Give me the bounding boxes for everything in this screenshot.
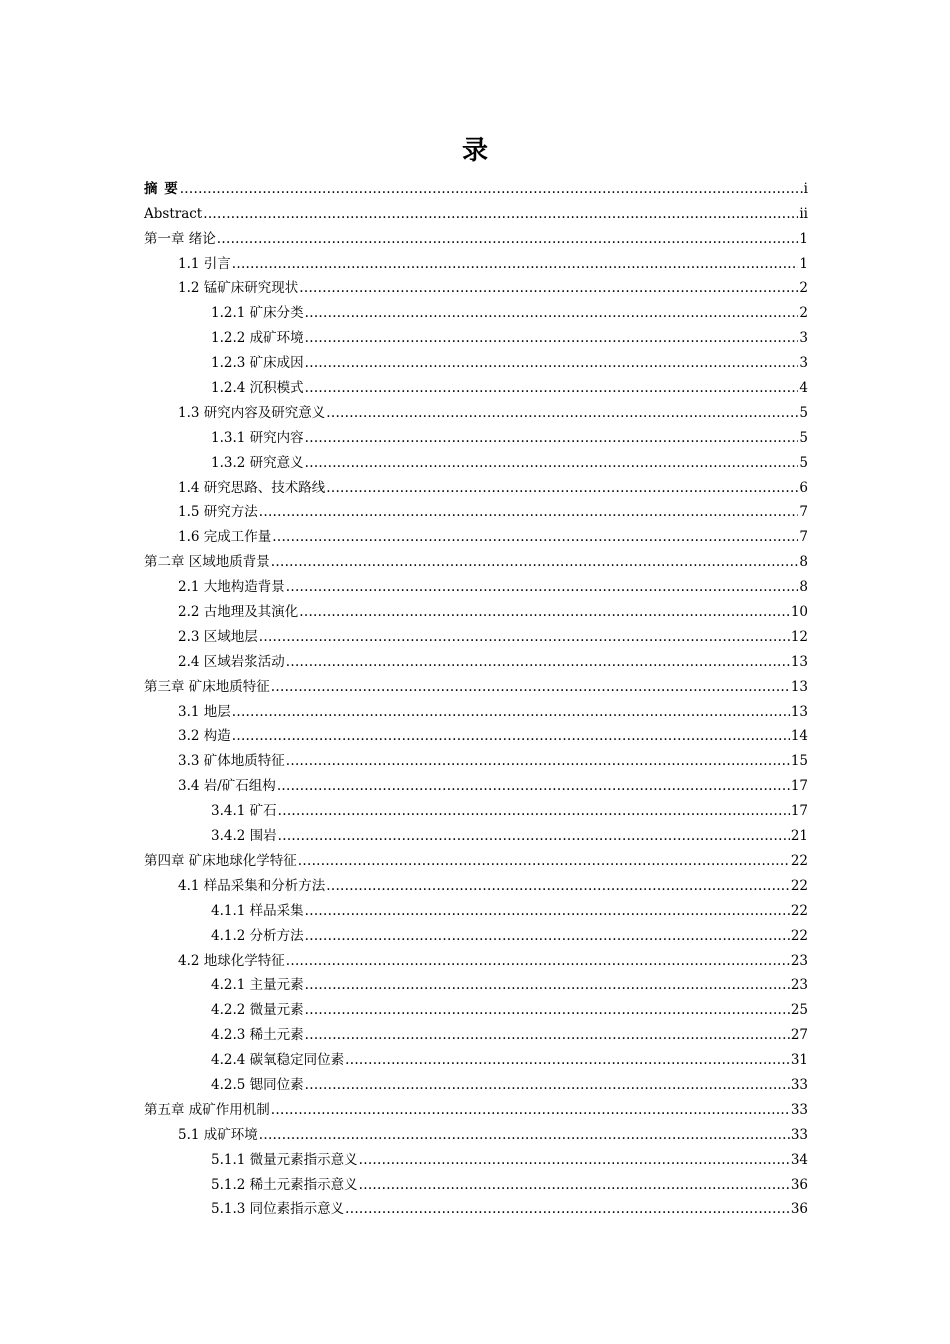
toc-dot-leader — [326, 479, 798, 498]
toc-entry-page-number: 8 — [799, 579, 808, 596]
toc-dot-leader — [359, 1151, 790, 1170]
toc-entry-page-number: 12 — [790, 628, 808, 645]
toc-entry[interactable] — [144, 1170, 808, 1195]
toc-dot-leader — [326, 877, 790, 896]
toc-entry[interactable] — [144, 522, 808, 547]
toc-entry[interactable] — [144, 298, 808, 323]
toc-dot-leader — [299, 279, 798, 298]
toc-entry-page-number: 1 — [799, 230, 808, 247]
toc-entry-page-number: 3 — [799, 330, 808, 347]
toc-dot-leader — [305, 1001, 790, 1020]
toc-entry-label: 1.6 完成工作量 — [178, 529, 272, 546]
toc-entry-label: 1.2 锰矿床研究现状 — [178, 280, 299, 297]
toc-entry-label: 1.3.1 研究内容 — [211, 429, 304, 446]
toc-entry-label: 4.2.5 锶同位素 — [211, 1076, 304, 1093]
toc-entry-page-number: 8 — [799, 554, 808, 571]
toc-entry-label: 3.4.2 围岩 — [211, 828, 277, 845]
toc-entry-page-number: 17 — [790, 803, 808, 820]
toc-entry[interactable] — [144, 722, 808, 747]
toc-dot-leader — [299, 603, 790, 622]
toc-dot-leader — [232, 703, 790, 722]
toc-entry-label: 2.3 区域地层 — [178, 628, 258, 645]
toc-entry-page-number: 7 — [799, 529, 808, 546]
toc-entry-page-number: 22 — [790, 927, 808, 944]
toc-entry-label: 3.4.1 矿石 — [211, 803, 277, 820]
toc-entry[interactable] — [144, 771, 808, 796]
toc-dot-leader — [278, 802, 790, 821]
toc-dot-leader — [305, 1076, 790, 1095]
toc-entry-label: 第二章 区域地质背景 — [144, 554, 270, 571]
toc-entry-page-number: i — [803, 180, 808, 197]
toc-entry[interactable] — [144, 921, 808, 946]
toc-entry-page-number: 13 — [790, 653, 808, 670]
toc-entry-page-number: 33 — [790, 1126, 808, 1143]
toc-entry[interactable] — [144, 871, 808, 896]
toc-entry-page-number: 5 — [799, 404, 808, 421]
toc-entry[interactable] — [144, 1045, 808, 1070]
toc-entry-label: 2.4 区域岩浆活动 — [178, 653, 285, 670]
toc-entry-label: 3.1 地层 — [178, 703, 231, 720]
toc-entry-page-number: 36 — [790, 1201, 808, 1218]
toc-entry-label: 第一章 绪论 — [144, 230, 216, 247]
toc-dot-leader — [271, 1101, 790, 1120]
toc-entry-page-number: 4 — [799, 380, 808, 397]
toc-entry[interactable] — [144, 971, 808, 996]
toc-entry-label: 4.2 地球化学特征 — [178, 952, 285, 969]
toc-entry-page-number: 3 — [799, 355, 808, 372]
toc-entry-label: 4.1.1 样品采集 — [211, 902, 304, 919]
toc-entry-page-number: 5 — [799, 454, 808, 471]
toc-dot-leader — [259, 1126, 790, 1145]
toc-entry[interactable] — [144, 398, 808, 423]
page-title: 录 — [461, 136, 488, 166]
toc-entry-page-number: 22 — [790, 852, 808, 869]
toc-entry[interactable] — [144, 821, 808, 846]
toc-dot-leader — [345, 1200, 790, 1219]
toc-entry-page-number: ii — [799, 205, 808, 222]
toc-entry[interactable] — [144, 622, 808, 647]
toc-entry-label: 1.2.1 矿床分类 — [211, 305, 304, 322]
toc-dot-leader — [305, 1026, 790, 1045]
toc-dot-leader — [180, 180, 803, 199]
toc-dot-leader — [286, 752, 790, 771]
toc-dot-leader — [271, 553, 799, 572]
table-of-contents — [144, 174, 808, 1219]
toc-entry[interactable] — [144, 572, 808, 597]
toc-entry-page-number: 27 — [790, 1027, 808, 1044]
toc-entry-label: 3.3 矿体地质特征 — [178, 753, 285, 770]
toc-entry-page-number: 13 — [790, 703, 808, 720]
toc-entry[interactable] — [144, 697, 808, 722]
toc-dot-leader — [359, 1176, 790, 1195]
toc-entry[interactable] — [144, 647, 808, 672]
toc-dot-leader — [286, 653, 790, 672]
toc-entry[interactable] — [144, 846, 808, 871]
toc-dot-leader — [286, 952, 790, 971]
toc-entry[interactable] — [144, 1070, 808, 1095]
toc-entry-label: 5.1.3 同位素指示意义 — [211, 1201, 345, 1218]
toc-dot-leader — [259, 503, 799, 522]
toc-entry-label: 第三章 矿床地质特征 — [144, 678, 270, 695]
toc-entry-label: 5.1 成矿环境 — [178, 1126, 258, 1143]
toc-entry-label: 1.1 引言 — [178, 255, 231, 272]
toc-dot-leader — [203, 205, 798, 224]
toc-entry[interactable] — [144, 199, 808, 224]
toc-dot-leader — [305, 329, 799, 348]
toc-dot-leader — [345, 1051, 790, 1070]
toc-dot-leader — [277, 777, 790, 796]
toc-entry[interactable] — [144, 672, 808, 697]
toc-entry-page-number: 17 — [790, 778, 808, 795]
toc-entry[interactable] — [144, 1020, 808, 1045]
toc-dot-leader — [259, 628, 790, 647]
toc-entry-label: 摘 要 — [144, 180, 179, 197]
toc-entry[interactable] — [144, 498, 808, 523]
toc-dot-leader — [272, 528, 798, 547]
toc-entry[interactable] — [144, 896, 808, 921]
toc-dot-leader — [298, 852, 790, 871]
toc-dot-leader — [305, 429, 799, 448]
toc-entry[interactable] — [144, 323, 808, 348]
toc-entry[interactable] — [144, 796, 808, 821]
toc-entry-page-number: 21 — [790, 828, 808, 845]
toc-entry[interactable] — [144, 423, 808, 448]
toc-entry-label: 4.1.2 分析方法 — [211, 927, 304, 944]
toc-entry-label: 3.4 岩/矿石组构 — [178, 778, 276, 795]
toc-entry-label: 4.2.1 主量元素 — [211, 977, 304, 994]
toc-entry-page-number: 2 — [799, 305, 808, 322]
toc-entry-label: 5.1.1 微量元素指示意义 — [211, 1151, 358, 1168]
toc-entry-label: 2.1 大地构造背景 — [178, 579, 285, 596]
toc-entry-label: 1.4 研究思路、技术路线 — [178, 479, 326, 496]
toc-entry-page-number: 34 — [790, 1151, 808, 1168]
toc-entry[interactable] — [144, 1095, 808, 1120]
toc-entry-label: 4.2.4 碳氧稳定同位素 — [211, 1052, 345, 1069]
toc-entry[interactable] — [144, 249, 808, 274]
toc-entry-label: Abstract — [144, 205, 203, 222]
toc-entry-label: 5.1.2 稀土元素指示意义 — [211, 1176, 358, 1193]
toc-entry[interactable] — [144, 746, 808, 771]
toc-entry[interactable] — [144, 995, 808, 1020]
toc-entry[interactable] — [144, 1195, 808, 1220]
toc-entry-label: 1.2.2 成矿环境 — [211, 330, 304, 347]
toc-entry-page-number: 2 — [799, 280, 808, 297]
toc-entry-page-number: 1 — [799, 255, 808, 272]
toc-entry-label: 1.2.4 沉积模式 — [211, 380, 304, 397]
toc-entry-page-number: 6 — [799, 479, 808, 496]
toc-dot-leader — [305, 454, 799, 473]
toc-entry-label: 1.5 研究方法 — [178, 504, 258, 521]
toc-entry-page-number: 13 — [790, 678, 808, 695]
toc-entry-page-number: 7 — [799, 504, 808, 521]
toc-entry[interactable] — [144, 1145, 808, 1170]
toc-entry-page-number: 23 — [790, 977, 808, 994]
toc-entry[interactable] — [144, 448, 808, 473]
toc-entry[interactable] — [144, 946, 808, 971]
toc-dot-leader — [286, 578, 799, 597]
toc-dot-leader — [305, 976, 790, 995]
toc-entry-label: 2.2 古地理及其演化 — [178, 604, 299, 621]
toc-entry-page-number: 22 — [790, 902, 808, 919]
toc-entry-label: 1.3.2 研究意义 — [211, 454, 304, 471]
toc-entry[interactable] — [144, 174, 808, 199]
toc-entry-page-number: 31 — [790, 1052, 808, 1069]
toc-dot-leader — [305, 902, 790, 921]
toc-entry-page-number: 5 — [799, 429, 808, 446]
toc-dot-leader — [305, 379, 799, 398]
toc-entry-page-number: 33 — [790, 1076, 808, 1093]
toc-entry-page-number: 23 — [790, 952, 808, 969]
toc-entry[interactable] — [144, 473, 808, 498]
toc-entry-label: 4.2.3 稀土元素 — [211, 1027, 304, 1044]
toc-entry-label: 第五章 成矿作用机制 — [144, 1101, 270, 1118]
toc-entry[interactable] — [144, 1120, 808, 1145]
toc-entry-page-number: 36 — [790, 1176, 808, 1193]
toc-dot-leader — [278, 827, 790, 846]
toc-dot-leader — [271, 678, 790, 697]
toc-dot-leader — [217, 230, 799, 249]
toc-dot-leader — [305, 354, 799, 373]
toc-entry[interactable] — [144, 373, 808, 398]
toc-entry[interactable] — [144, 547, 808, 572]
toc-dot-leader — [232, 727, 790, 746]
toc-entry-page-number: 25 — [790, 1002, 808, 1019]
toc-entry-page-number: 10 — [790, 604, 808, 621]
toc-entry-label: 1.3 研究内容及研究意义 — [178, 404, 326, 421]
toc-dot-leader — [326, 404, 798, 423]
toc-entry-label: 4.2.2 微量元素 — [211, 1002, 304, 1019]
toc-entry-page-number: 14 — [790, 728, 808, 745]
toc-entry[interactable] — [144, 348, 808, 373]
toc-dot-leader — [232, 255, 799, 274]
toc-entry-label: 3.2 构造 — [178, 728, 231, 745]
toc-dot-leader — [305, 304, 799, 323]
toc-entry[interactable] — [144, 274, 808, 299]
toc-entry[interactable] — [144, 597, 808, 622]
toc-entry-label: 4.1 样品采集和分析方法 — [178, 877, 326, 894]
toc-entry[interactable] — [144, 224, 808, 249]
toc-entry-label: 1.2.3 矿床成因 — [211, 355, 304, 372]
toc-entry-label: 第四章 矿床地球化学特征 — [144, 852, 297, 869]
toc-entry-page-number: 15 — [790, 753, 808, 770]
toc-entry-page-number: 33 — [790, 1101, 808, 1118]
toc-entry-page-number: 22 — [790, 877, 808, 894]
toc-dot-leader — [305, 927, 790, 946]
